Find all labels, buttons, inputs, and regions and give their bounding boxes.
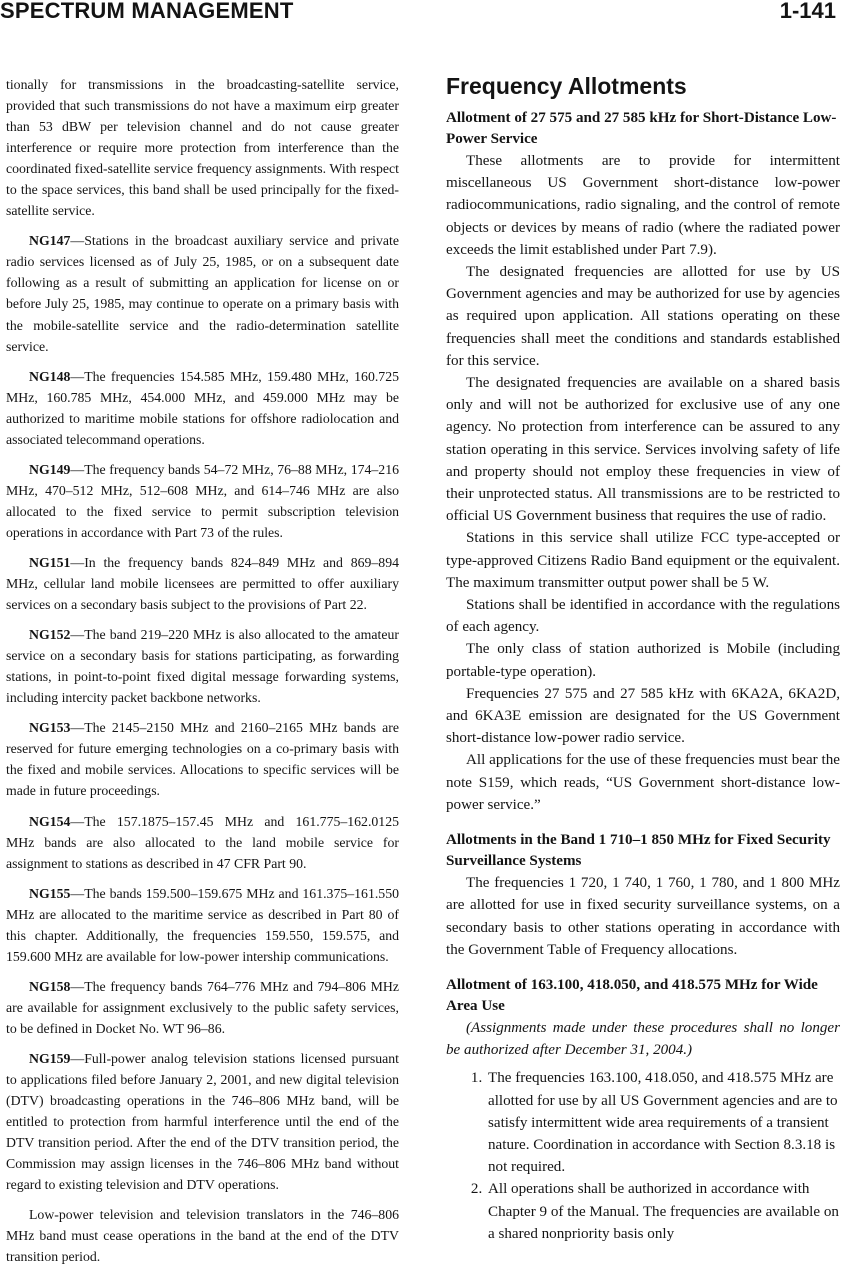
paragraph: Stations shall be identified in accordance with the regulations of each agency. [446,597,840,636]
note-id: NG147 [29,233,71,249]
note-id: NG159 [29,1050,71,1066]
note-text: Full-power analog television stations licensed pursuant to applications filed before January 2, 2001, and new digital television (DTV) broadcasting operations in the 746–806 MHz band, will be entitled to protection from harmful interference until the end of the DTV transition period. After the end of the DTV transition period, the Commission may assign licenses in the 746–806 MHz band without regard to existing television and DTV operations. [6,1050,399,1193]
subsection-heading-wide-area: Allotment of 163.100, 418.050, and 418.575 MHz for Wide Area Use [446,976,818,1014]
list-item: 2. All operations shall be authorized in accordance with Chapter 9 of the Manual. The frequencies are available on a shared nonpriority basis only [486,1178,840,1245]
note-text: The frequency bands 764–776 MHz and 794–806 MHz are available for assignment exclusively to the public safety services, to be defined in Docket No. WT 96–86. [6,978,399,1036]
note-ng153: NG153—The 2145–2150 MHz and 2160–2165 MHz bands are reserved for future emerging technologies on a co-primary basis with the fixed and mobile services. Allocations to specific services will be made in future proceedings. [6,720,399,799]
note-text: The bands 159.500–159.675 MHz and 161.375–161.550 MHz are allocated to the maritime service as described in Part 80 of this chapter. Additionally, the frequencies 159.550, 159.575, and 159.600 MHz are available for low-power intership communications. [6,885,399,964]
list-item: 1. The frequencies 163.100, 418.050, and 418.575 MHz are allotted for use by all US Government agencies and are to satisfy intermittent wide area requirements of a transient nature. Coordination in accordance with Section 8.3.18 is not required. [486,1067,840,1178]
continued-paragraph: tionally for transmissions in the broadcasting-satellite service, provided that such transmissions do not have a maximum eirp greater than 53 dBW per television channel and do not cause greater interference or require more protection from interference than the coordinated fixed-satellite service frequency assignments. With respect to the space services, this band shall be used principally for the fixed-satellite service. [6,77,399,219]
note-ng151: NG151—In the frequency bands 824–849 MHz and 869–894 MHz, cellular land mobile licensees are permitted to offer auxiliary services on a secondary basis subject to the provisions of Part 22. [6,554,399,613]
numbered-list [446,1067,840,1245]
note-id: NG155 [29,885,71,901]
paragraph: The only class of station authorized is Mobile (including portable-type operation). [446,641,840,680]
subsection-heading-security-surveillance: Allotments in the Band 1 710–1 850 MHz for Fixed Security Surveillance Systems [446,832,831,870]
paragraph: All applications for the use of these frequencies must bear the note S159, which reads, “US Government short-distance low-power service.” [446,752,840,813]
right-column [446,72,840,1245]
page-header [0,0,846,26]
note-id: NG151 [29,554,71,570]
note-text: Stations in the broadcast auxiliary service and private radio services licensed as of July 25, 1985, or on a subsequent date following as a result of submitting an application for license on or before July 25, 1985, may continue to operate on a primary basis with the mobile-satellite service and the radio-determination satellite service. [6,233,399,354]
note-text: The 157.1875–157.45 MHz and 161.775–162.0125 MHz bands are also allocated to the land mobile service for assignment to stations as described in 47 CFR Part 90. [6,813,399,871]
note-text: The band 219–220 MHz is also allocated to the amateur service on a secondary basis for stations participating, as forwarding stations, in point-to-point fixed digital message forwarding systems, including intercity packet backbone networks. [6,627,399,706]
paragraph: These allotments are to provide for intermittent miscellaneous US Government short-distance low-power radiocommunications, radio signaling, and the control of remote objects or devices by means of radio (where the radiated power exceeds the limit established under Part 7.9). [446,153,840,258]
note-id: NG154 [29,813,71,829]
note-id: NG148 [29,368,71,384]
closing-paragraph: Low-power television and television translators in the 746–806 MHz band must cease operations in the band at the end of the DTV transition period. [6,1207,399,1265]
note-id: NG152 [29,627,71,643]
paragraph: Frequencies 27 575 and 27 585 kHz with 6KA2A, 6KA2D, and 6KA3E emission are designated for the US Government short-distance low-power radio service. [446,685,840,747]
note-ng147: NG147—Stations in the broadcast auxiliary service and private radio services licensed as of July 25, 1985, or on a subsequent date following as a result of submitting an application for license on or before July 25, 1985, may continue to operate on a primary basis with the mobile-satellite service and the radio-determination satellite service. [6,233,399,354]
note-ng159: NG159—Full-power analog television stations licensed pursuant to applications filed before January 2, 2001, and new digital television (DTV) broadcasting operations in the 746–806 MHz band, will be entitled to protection from harmful interference until the end of the DTV transition period. After the end of the DTV transition period, the Commission may assign licenses in the 746–806 MHz band without regard to existing television and DTV operations. [6,1050,399,1193]
italic-note: (Assignments made under these procedures shall no longer be authorized after December 31, 2004.) [446,1019,840,1059]
note-ng154: NG154—The 157.1875–157.45 MHz and 161.775–162.0125 MHz bands are also allocated to the land mobile service for assignment to stations as described in 47 CFR Part 90. [6,813,399,871]
note-id: NG153 [29,720,71,736]
section-title: Frequency Allotments [446,73,687,99]
note-ng149: NG149—The frequency bands 54–72 MHz, 76–88 MHz, 174–216 MHz, 470–512 MHz, 512–608 MHz, and 614–746 MHz are also allocated to the fixed service to permit subscription television operations in accordance with Part 73 of the rules. [6,461,399,540]
note-ng152: NG152—The band 219–220 MHz is also allocated to the amateur service on a secondary basis for stations participating, as forwarding stations, in point-to-point fixed digital message forwarding systems, including intercity packet backbone networks. [6,627,399,706]
note-text: The frequencies 154.585 MHz, 159.480 MHz, 160.725 MHz, 160.785 MHz, 454.000 MHz, and 459.000 MHz may be authorized to maritime mobile stations for offshore radiolocation and associated telecommand operations. [6,368,399,447]
note-text: The 2145–2150 MHz and 2160–2165 MHz bands are reserved for future emerging technologies on a co-primary basis with the fixed and mobile services. Allocations to specific services will be made in future proceedings. [6,720,399,799]
paragraph: The designated frequencies are allotted for use by US Government agencies and may be authorized for use by agencies as required upon application. All stations operating on these frequencies shall meet the conditions and standards established for this service. [446,264,840,369]
left-column [6,74,399,1276]
subsection-heading-short-distance: Allotment of 27 575 and 27 585 kHz for Short-Distance Low-Power Service [446,110,837,147]
note-text: The frequency bands 54–72 MHz, 76–88 MHz, 174–216 MHz, 470–512 MHz, 512–608 MHz, and 614–746 MHz are also allocated to the fixed service to permit subscription television operations in accordance with Part 73 of the rules. [6,461,399,540]
running-header-title: SPECTRUM MANAGEMENT [0,0,294,23]
note-ng155: NG155—The bands 159.500–159.675 MHz and 161.375–161.550 MHz are allocated to the maritime service as described in Part 80 of this chapter. Additionally, the frequencies 159.550, 159.575, and 159.600 MHz are available for low-power intership communications. [6,885,399,964]
paragraph: Stations in this service shall utilize FCC type-accepted or type-approved Citizens Radio Band equipment or the equivalent. The maximum transmitter output power shall be 5 W. [446,530,840,591]
paragraph: The designated frequencies are available on a shared basis only and will not be authorized for exclusive use of any one agency. No protection from interference can be assured to any station operating in this service. Services involving safety of life and property should not employ these frequencies in view of their unprotected status. All transmissions are to be restricted to official US Government business that requires the use of radio. [446,375,840,525]
note-id: NG158 [29,978,71,994]
note-ng158: NG158—The frequency bands 764–776 MHz and 794–806 MHz are available for assignment exclusively to the public safety services, to be defined in Docket No. WT 96–86. [6,978,399,1036]
note-text: In the frequency bands 824–849 MHz and 869–894 MHz, cellular land mobile licensees are permitted to offer auxiliary services on a secondary basis subject to the provisions of Part 22. [6,554,399,613]
note-ng148: NG148—The frequencies 154.585 MHz, 159.480 MHz, 160.725 MHz, 160.785 MHz, 454.000 MHz, and 459.000 MHz may be authorized to maritime mobile stations for offshore radiolocation and associated telecommand operations. [6,368,399,447]
paragraph: The frequencies 1 720, 1 740, 1 760, 1 780, and 1 800 MHz are allotted for use in fixed security surveillance systems, on a secondary basis to other stations operating in accordance with the Government Table of Frequency allocations. [446,875,840,958]
page-number: 1-141 [779,0,836,23]
note-id: NG149 [29,461,71,477]
